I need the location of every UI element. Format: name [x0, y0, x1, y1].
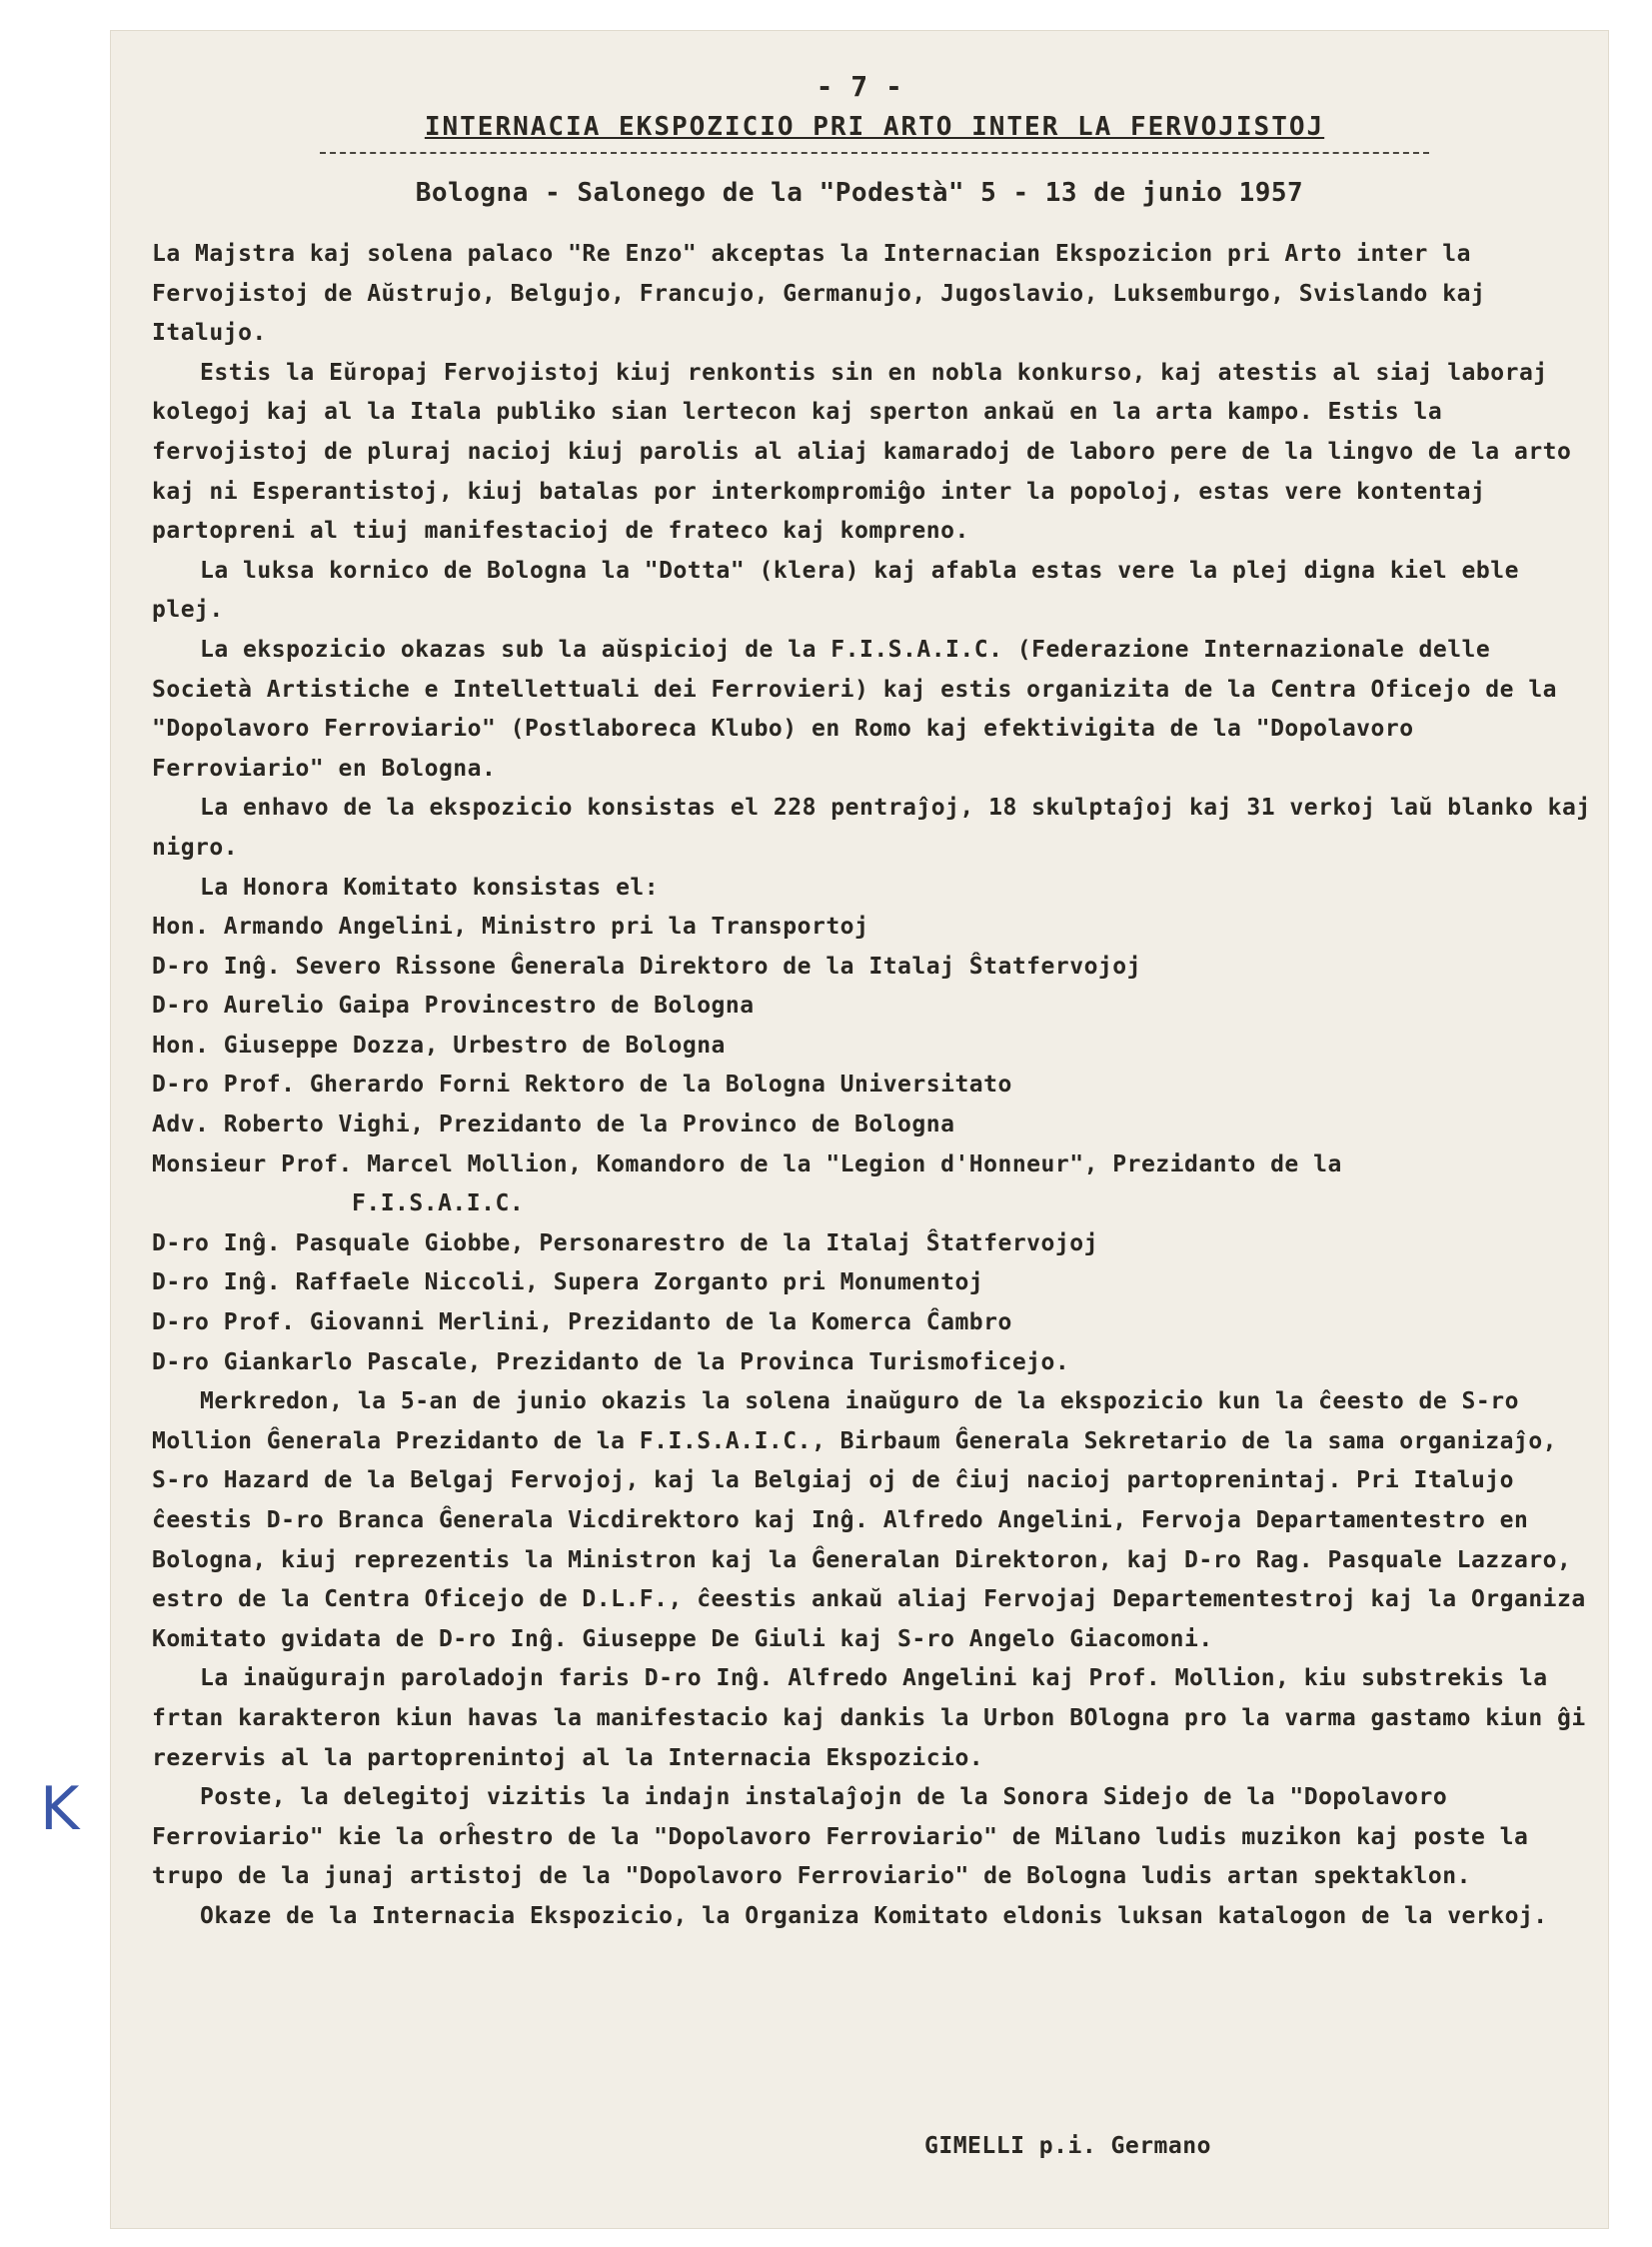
- committee-member: D-ro Inĝ. Pasquale Giobbe, Personarestro de la Italaj Ŝtatfervojoj: [152, 1229, 1098, 1256]
- paragraph: La enhavo de la ekspozicio konsistas el 228 pentraĵoj, 18 skulptaĵoj kaj 31 verkoj laŭ blanko kaj nigro.: [152, 795, 1591, 861]
- title-underline: [320, 152, 1429, 154]
- document-title: INTERNACIA EKSPOZICIO PRI ARTO INTER LA FERVOJISTOJ: [424, 112, 1325, 142]
- document-subtitle: Bologna - Salonego de la "Podestà" 5 - 13 de junio 1957: [415, 178, 1304, 208]
- committee-member: D-ro Aurelio Gaipa Provincestro de Bologna: [152, 993, 755, 1020]
- committee-member: D-ro Inĝ. Severo Rissone Ĝenerala Direktoro de la Italaj Ŝtatfervojoj: [152, 953, 1141, 980]
- paragraph: La inaŭgurajn paroladojn faris D-ro Inĝ. Alfredo Angelini kaj Prof. Mollion, kiu substrekis la frtan karakteron kiun havas la manifestacio kaj dankis la Urbon BOlogna pro la varma gastamo kiun ĝi rezervis al la partoprenintoj al la Internacia Ekspozicio.: [152, 1665, 1586, 1771]
- committee-member-continuation: F.I.S.A.I.C.: [352, 1190, 525, 1217]
- committee-member: D-ro Prof. Gherardo Forni Rektoro de la Bologna Universitato: [152, 1072, 1012, 1099]
- paragraph: La luksa kornico de Bologna la "Dotta" (klera) kaj afabla estas vere la plej digna kiel eble plej.: [152, 557, 1519, 624]
- paragraph: La ekspozicio okazas sub la aŭspicioj de la F.I.S.A.I.C. (Federazione Internazionale delle Società Artistiche e Intellettuali dei Ferrovieri) kaj estis organizita de la Centra Oficejo de la "Dopolavoro Ferroviario" (Postlaboreca Klubo) en Romo kaj efektivigita de la "Dopolavoro Ferroviario" en Bologna.: [152, 636, 1558, 782]
- paragraph: La Honora Komitato konsistas el:: [200, 874, 660, 901]
- paragraph: Merkredon, la 5-an de junio okazis la solena inaŭguro de la ekspozicio kun la ĉeesto de S-ro Mollion Ĝenerala Prezidanto de la F.I.S.A.I.C., Birbaum Ĝenerala Sekretario de la sama organizaĵo, S-ro Hazard de la Belgaj Fervojoj, kaj la Belgiaj oj de ĉiuj nacioj partoprenintaj. Pri Italujo ĉeestis D-ro Branca Ĝenerala Vicdirektoro kaj Inĝ. Alfredo Angelini, Fervoja Departamentestro en Bologna, kiuj reprezentis la Ministron kaj la Ĝeneralan Direktoron, kaj D-ro Rag. Pasquale Lazzaro, estro de la Centra Oficejo de D.L.F., ĉeestis ankaŭ aliaj Fervojaj Departementestroj kaj la Organiza Komitato gvidata de D-ro Inĝ. Giuseppe De Giuli kaj S-ro Angelo Giacomoni.: [152, 1388, 1586, 1652]
- paragraph: Estis la Eŭropaj Fervojistoj kiuj renkontis sin en nobla konkurso, kaj atestis al siaj laboraj kolegoj kaj al la Itala publiko sian lertecon kaj sperton ankaŭ en la arta kampo. Estis la fervojistoj de pluraj nacioj kiuj parolis al aliaj kamaradoj de laboro pere de la lingvo de la arto kaj ni Esperantistoj, kiuj batalas por interkompromiĝo inter la popoloj, estas vere kontentaj partopreni al tiuj manifestacioj de frateco kaj kompreno.: [152, 359, 1572, 545]
- committee-member: Hon. Giuseppe Dozza, Urbestro de Bologna: [152, 1032, 726, 1059]
- paragraph: Okaze de la Internacia Ekspozicio, la Organiza Komitato eldonis luksan katalogon de la verkoj.: [200, 1902, 1548, 1929]
- committee-member: Adv. Roberto Vighi, Prezidanto de la Provinco de Bologna: [152, 1112, 955, 1138]
- document-page: [110, 30, 1609, 2229]
- page-number: - 7 -: [816, 70, 903, 103]
- paragraph: La Majstra kaj solena palaco "Re Enzo" akceptas la Internacian Ekspozicion pri Arto inter la Fervojistoj de Aŭstrujo, Belgujo, Francujo, Germanujo, Jugoslavio, Luksemburgo, Svislando kaj Italujo.: [152, 241, 1486, 347]
- committee-member: D-ro Giankarlo Pascale, Prezidanto de la Provinca Turismoficejo.: [152, 1348, 1070, 1375]
- body-text: [152, 235, 1591, 1937]
- committee-member: D-ro Prof. Giovanni Merlini, Prezidanto de la Komerca Ĉambro: [152, 1309, 1012, 1336]
- handwritten-margin-mark: K: [40, 1774, 80, 1844]
- signature: GIMELLI p.i. Germano: [924, 2133, 1211, 2159]
- paragraph: Poste, la delegitoj vizitis la indajn instalaĵojn de la Sonora Sidejo de la "Dopolavoro Ferroviario" kie la orĥestro de la "Dopolavoro Ferroviario" de Milano ludis muzikon kaj poste la trupo de la junaj artistoj de la "Dopolavoro Ferroviario" de Bologna ludis artan spektaklon.: [152, 1784, 1529, 1890]
- committee-member: D-ro Inĝ. Raffaele Niccoli, Supera Zorganto pri Monumentoj: [152, 1269, 984, 1296]
- committee-member: Hon. Armando Angelini, Ministro pri la Transportoj: [152, 914, 869, 941]
- committee-member: Monsieur Prof. Marcel Mollion, Komandoro de la "Legion d'Honneur", Prezidanto de la: [152, 1150, 1342, 1177]
